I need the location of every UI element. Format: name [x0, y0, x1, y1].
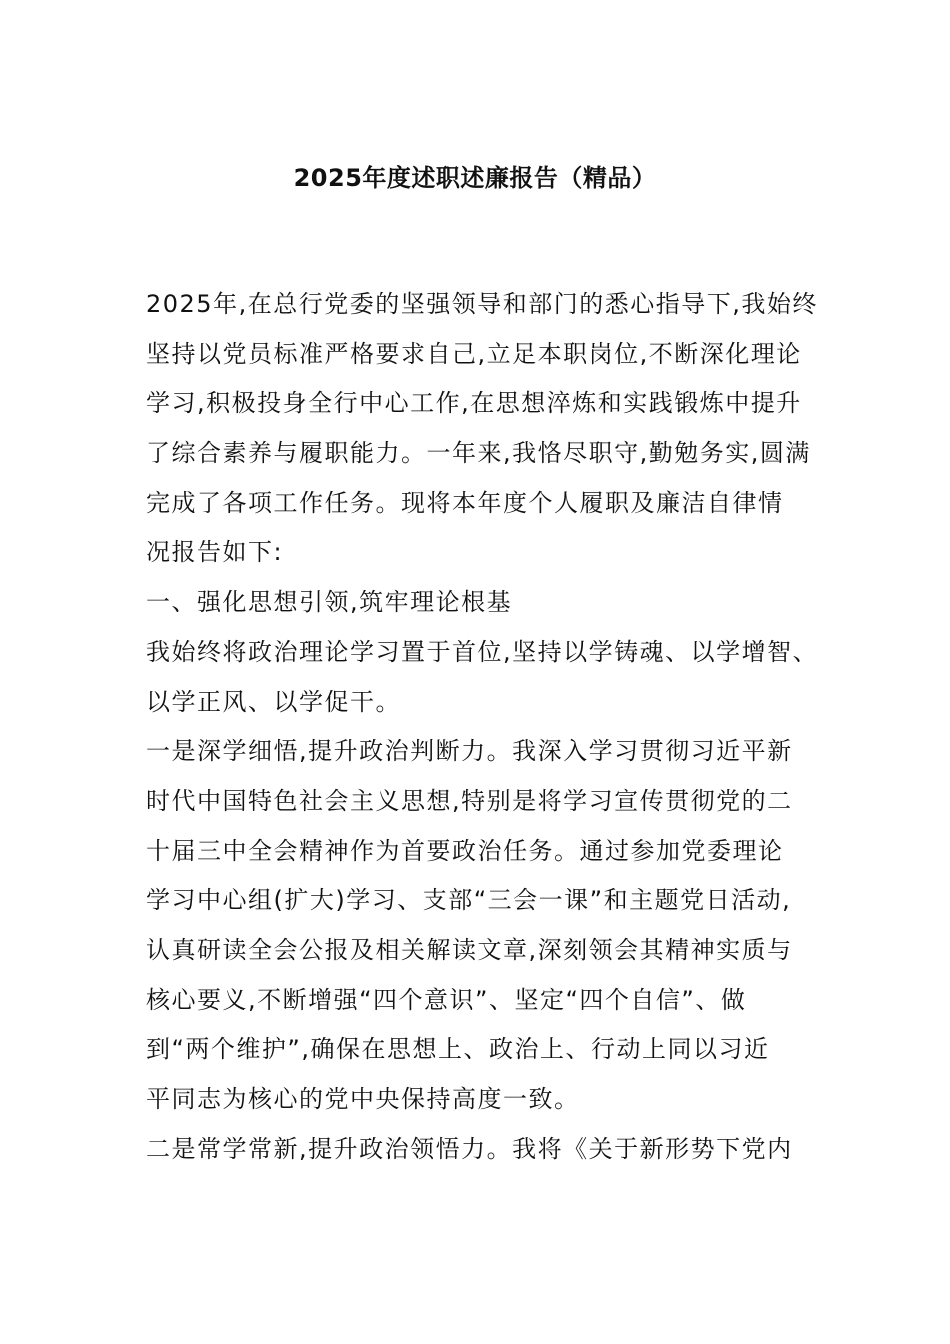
body-line: 核心要义,不断增强“四个意识”、坚定“四个自信”、做 — [146, 985, 747, 1014]
document-title: 2025年度述职述廉报告（精品） — [293, 164, 657, 192]
body-line: 十届三中全会精神作为首要政治任务。通过参加党委理论 — [146, 836, 784, 865]
body-line: 以学正风、以学促干。 — [146, 687, 401, 716]
body-line: 时代中国特色社会主义思想,特别是将学习宣传贯彻党的二 — [146, 786, 793, 815]
body-line: 况报告如下: — [146, 538, 284, 567]
body-line: 完成了各项工作任务。现将本年度个人履职及廉洁自律情 — [146, 488, 784, 517]
body-line: 一是深学细悟,提升政治判断力。我深入学习贯彻习近平新 — [146, 737, 793, 766]
body-line: 我始终将政治理论学习置于首位,坚持以学铸魂、以学增智、 — [146, 637, 819, 666]
section-heading: 一、强化思想引领,筑牢理论根基 — [146, 588, 513, 617]
body-line: 平同志为核心的党中央保持高度一致。 — [146, 1085, 580, 1113]
body-line: 了综合素养与履职能力。一年来,我恪尽职守,勤勉务实,圆满 — [146, 439, 811, 468]
document-body — [146, 280, 836, 1174]
body-line: 学习中心组(扩大)学习、支部“三会一课”和主题党日活动, — [146, 886, 792, 915]
body-line: 认真研读全会公报及相关解读文章,深刻领会其精神实质与 — [146, 935, 793, 964]
body-line: 到“两个维护”,确保在思想上、政治上、行动上同以习近 — [146, 1035, 770, 1064]
body-line: 坚持以党员标准严格要求自己,立足本职岗位,不断深化理论 — [146, 339, 802, 368]
body-line: 学习,积极投身全行中心工作,在思想淬炼和实践锻炼中提升 — [146, 389, 802, 418]
body-line: 2025年,在总行党委的坚强领导和部门的悉心指导下,我始终 — [146, 290, 818, 318]
body-line: 二是常学常新,提升政治领悟力。我将《关于新形势下党内 — [146, 1134, 793, 1163]
